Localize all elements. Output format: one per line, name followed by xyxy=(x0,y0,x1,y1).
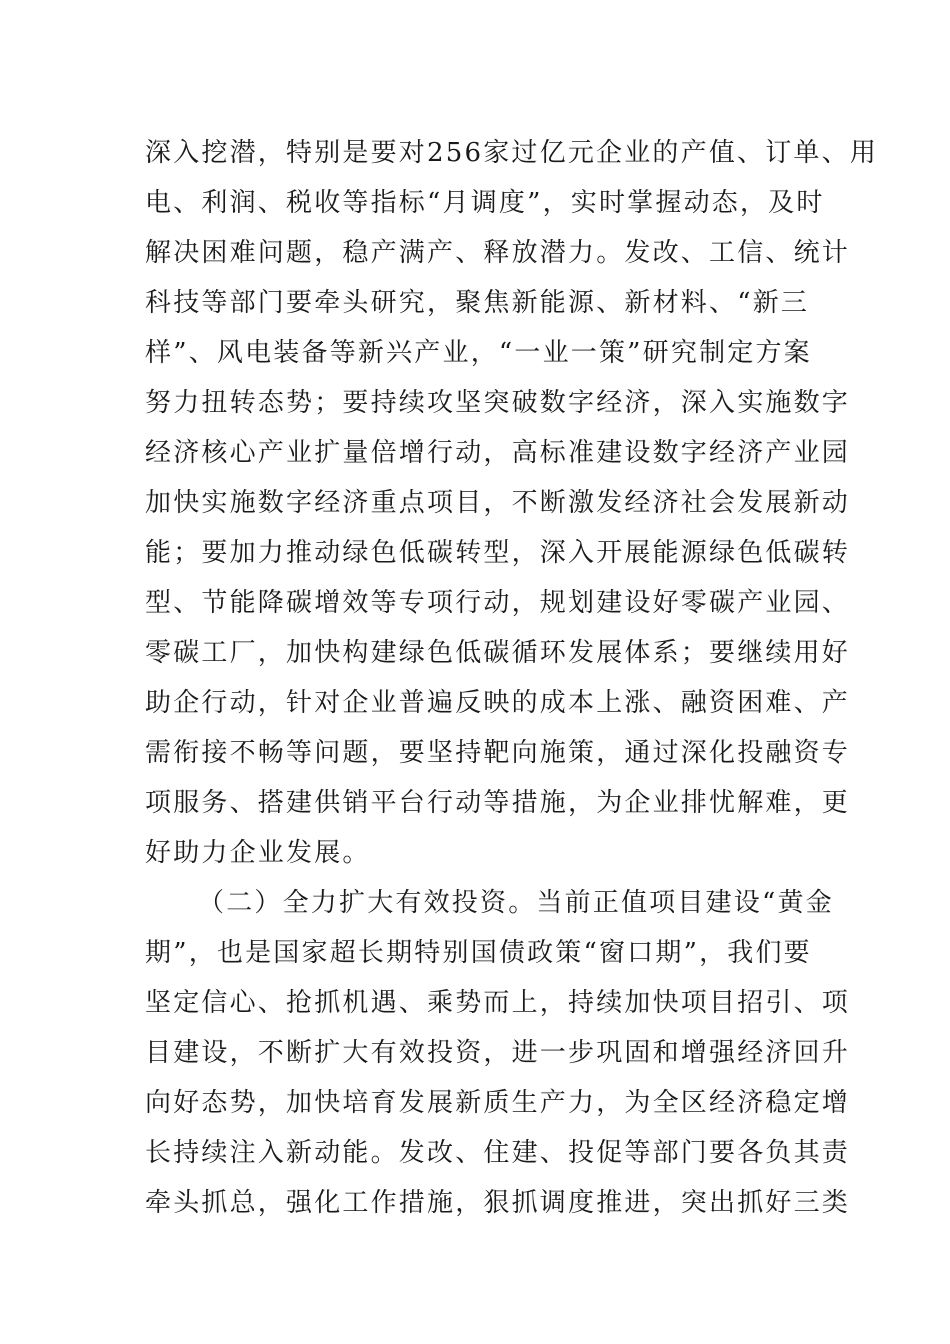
text-line: 牵头抓总，强化工作措施，狠抓调度推进，突出抓好三类 xyxy=(145,1188,851,1218)
text-line: 好助力企业发展。 xyxy=(145,838,371,868)
text-line: 努力扭转态势；要持续攻坚突破数字经济，深入实施数字 xyxy=(145,388,851,418)
text-line: 样”、风电装备等新兴产业，“一业一策”研究制定方案 xyxy=(145,338,812,368)
text-line: 向好态势，加快培育发展新质生产力，为全区经济稳定增 xyxy=(145,1088,851,1118)
text-line: 电、利润、税收等指标“月调度”，实时掌握动态，及时 xyxy=(145,188,825,218)
text-line: 零碳工厂，加快构建绿色低碳循环发展体系；要继续用好 xyxy=(145,638,851,668)
text-line: 科技等部门要牵头研究，聚焦新能源、新材料、“新三 xyxy=(145,288,810,318)
text-line: 型、节能降碳增效等专项行动，规划建设好零碳产业园、 xyxy=(145,588,851,618)
text-line: 助企行动，针对企业普遍反映的成本上涨、融资困难、产 xyxy=(145,688,851,718)
text-line: 坚定信心、抢抓机遇、乘势而上，持续加快项目招引、项 xyxy=(145,988,851,1018)
text-line: 项服务、搭建供销平台行动等措施，为企业排忧解难，更 xyxy=(145,788,851,818)
text-line: 需衔接不畅等问题，要坚持靶向施策，通过深化投融资专 xyxy=(145,738,851,768)
text-line: 深入挖潜，特别是要对256家过亿元企业的产值、订单、用 xyxy=(145,138,879,168)
section-heading-line: （二）全力扩大有效投资。当前正值项目建设“黄金 xyxy=(198,888,834,918)
text-line: 解决困难问题，稳产满产、释放潜力。发改、工信、统计 xyxy=(145,238,851,268)
text-line: 能；要加力推动绿色低碳转型，深入开展能源绿色低碳转 xyxy=(145,538,851,568)
text-line: 期”，也是国家超长期特别国债政策“窗口期”，我们要 xyxy=(145,938,812,968)
text-line: 长持续注入新动能。发改、住建、投促等部门要各负其责 xyxy=(145,1138,851,1168)
text-line: 目建设，不断扩大有效投资，进一步巩固和增强经济回升 xyxy=(145,1038,851,1068)
text-line: 经济核心产业扩量倍增行动，高标准建设数字经济产业园 xyxy=(145,438,851,468)
text-line: 加快实施数字经济重点项目，不断激发经济社会发展新动 xyxy=(145,488,851,518)
